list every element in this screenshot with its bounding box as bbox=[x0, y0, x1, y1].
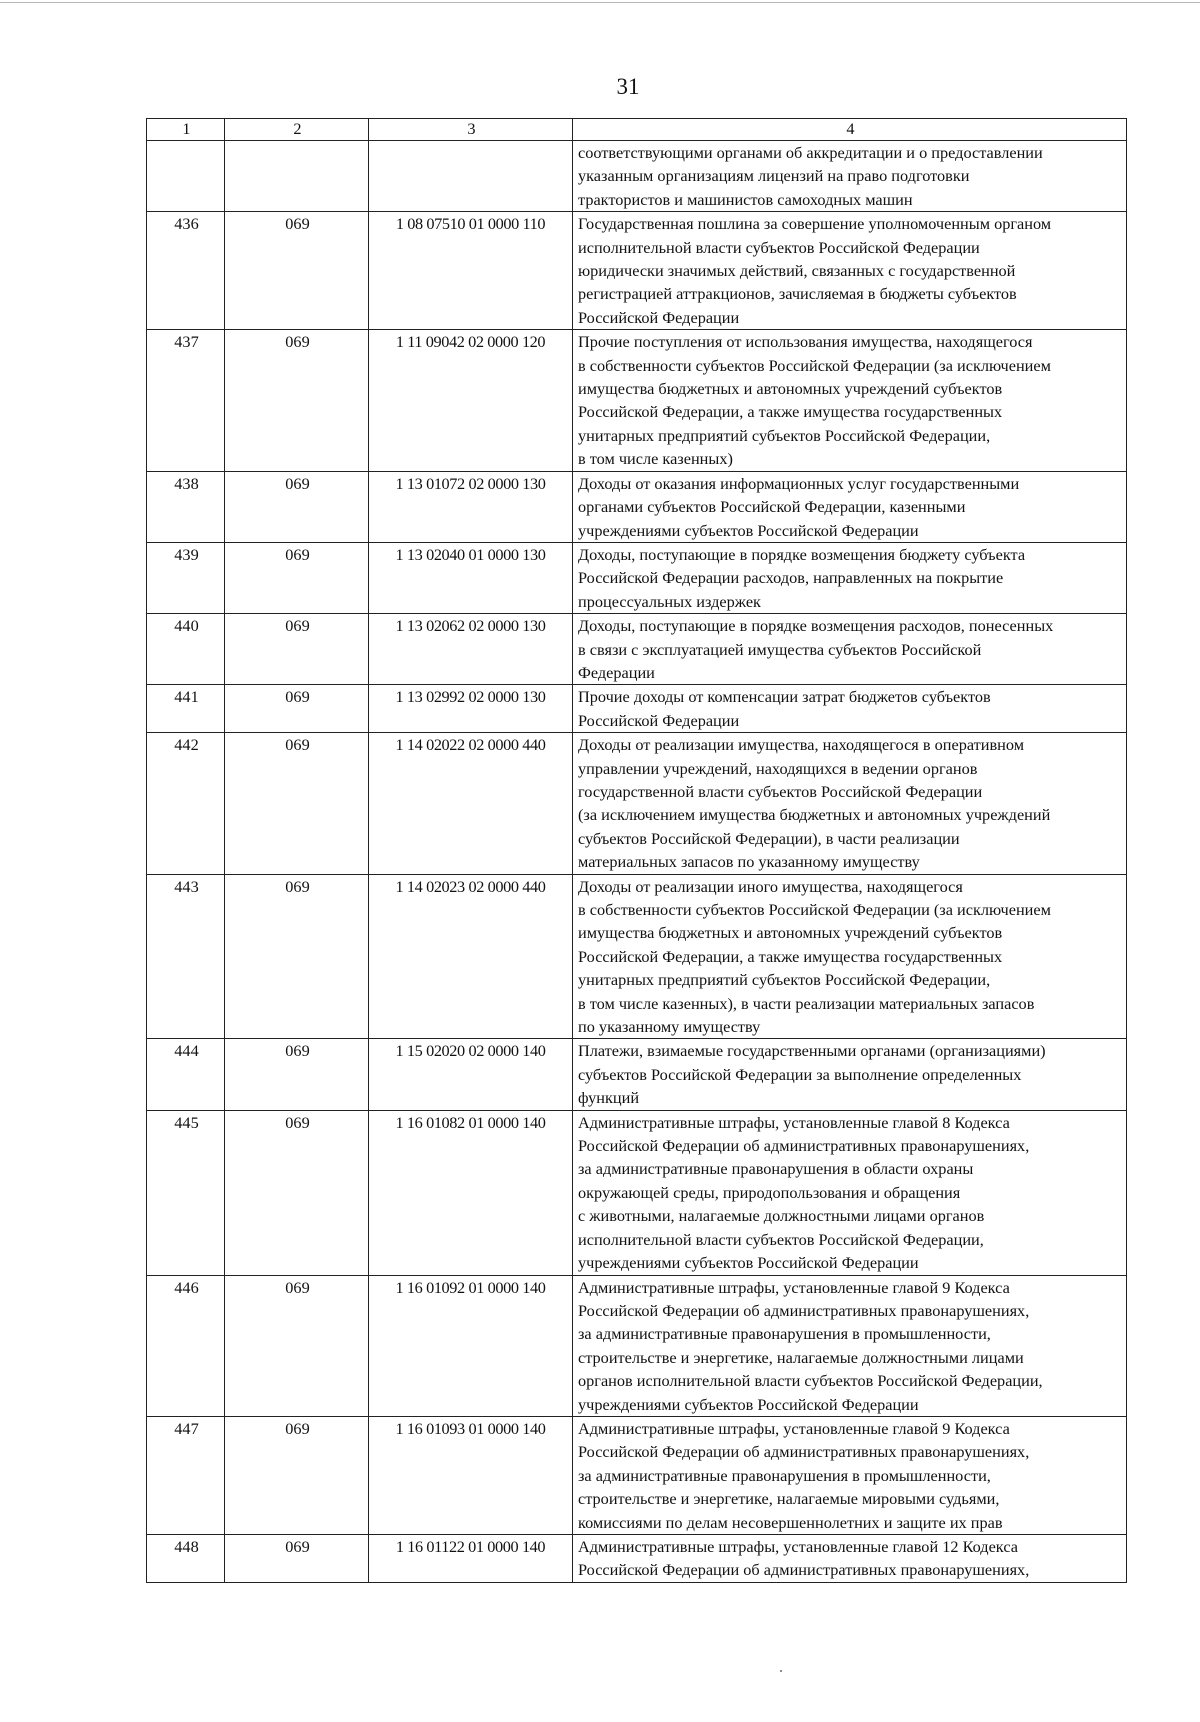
table-row bbox=[147, 471, 1127, 542]
revenue-description-cell: Административные штрафы, установленные главой 9 Кодекса Российской Федерации об административных правонарушениях, за административные правонарушения в промышленности, строительстве и энергетике, налагаемые мировыми судьями, комиссиями по делам несовершеннолетних и защите их прав bbox=[573, 1416, 1127, 1534]
column-header-2: 2 bbox=[225, 119, 369, 141]
table-row bbox=[147, 1275, 1127, 1416]
top-scan-rule bbox=[0, 2, 1200, 3]
row-number-cell: 443 bbox=[147, 874, 225, 1039]
row-number-cell: 442 bbox=[147, 733, 225, 874]
budget-classification-code-cell bbox=[369, 141, 573, 212]
administrator-code-cell: 069 bbox=[225, 614, 369, 685]
revenue-description-cell: Доходы от реализации имущества, находящегося в оперативном управлении учреждений, находящихся в ведении органов государственной власти субъектов Российской Федерации (за исключением имущества бюджетных и автономных учреждений субъектов Российской Федерации), в части реализации материальных запасов по указанному имуществу bbox=[573, 733, 1127, 874]
row-number-cell bbox=[147, 141, 225, 212]
budget-revenue-table bbox=[146, 118, 1127, 1583]
revenue-description-cell: Административные штрафы, установленные главой 8 Кодекса Российской Федерации об административных правонарушениях, за административные правонарушения в области охраны окружающей среды, природопользования и обращения с животными, налагаемые должностными лицами органов исполнительной власти субъектов Российской Федерации, учреждениями субъектов Российской Федерации bbox=[573, 1110, 1127, 1275]
administrator-code-cell: 069 bbox=[225, 733, 369, 874]
revenue-description-cell: Прочие поступления от использования имущества, находящегося в собственности субъектов Российской Федерации (за исключением имущества бюджетных и автономных учреждений субъектов Российской Федерации, а также имущества государственных унитарных предприятий субъектов Российской Федерации, в том числе казенных) bbox=[573, 330, 1127, 471]
column-header-4: 4 bbox=[573, 119, 1127, 141]
administrator-code-cell: 069 bbox=[225, 685, 369, 733]
row-number-cell: 439 bbox=[147, 542, 225, 613]
table-body bbox=[147, 141, 1127, 1583]
revenue-description-cell: Государственная пошлина за совершение уполномоченным органом исполнительной власти субъектов Российской Федерации юридически значимых действий, связанных с государственной регистрацией аттракционов, зачисляемая в бюджеты субъектов Российской Федерации bbox=[573, 212, 1127, 330]
row-number-cell: 446 bbox=[147, 1275, 225, 1416]
administrator-code-cell bbox=[225, 141, 369, 212]
budget-classification-code-cell: 1 13 02040 01 0000 130 bbox=[369, 542, 573, 613]
table-row bbox=[147, 733, 1127, 874]
revenue-description-cell: Прочие доходы от компенсации затрат бюджетов субъектов Российской Федерации bbox=[573, 685, 1127, 733]
scan-speck bbox=[780, 1670, 782, 1672]
revenue-description-cell: Доходы, поступающие в порядке возмещения расходов, понесенных в связи с эксплуатацией имущества субъектов Российской Федерации bbox=[573, 614, 1127, 685]
row-number-cell: 448 bbox=[147, 1534, 225, 1582]
revenue-description-cell: Доходы, поступающие в порядке возмещения бюджету субъекта Российской Федерации расходов, направленных на покрытие процессуальных издержек bbox=[573, 542, 1127, 613]
table-row bbox=[147, 1534, 1127, 1582]
row-number-cell: 444 bbox=[147, 1039, 225, 1110]
administrator-code-cell: 069 bbox=[225, 212, 369, 330]
table-row bbox=[147, 874, 1127, 1039]
table-row bbox=[147, 542, 1127, 613]
revenue-description-cell: Доходы от реализации иного имущества, находящегося в собственности субъектов Российской Федерации (за исключением имущества бюджетных и автономных учреждений субъектов Российской Федерации, а также имущества государственных унитарных предприятий субъектов Российской Федерации, в том числе казенных), в части реализации материальных запасов по указанному имуществу bbox=[573, 874, 1127, 1039]
row-number-cell: 436 bbox=[147, 212, 225, 330]
row-number-cell: 440 bbox=[147, 614, 225, 685]
administrator-code-cell: 069 bbox=[225, 1039, 369, 1110]
row-number-cell: 437 bbox=[147, 330, 225, 471]
budget-classification-code-cell: 1 16 01122 01 0000 140 bbox=[369, 1534, 573, 1582]
administrator-code-cell: 069 bbox=[225, 1110, 369, 1275]
revenue-description-cell: соответствующими органами об аккредитации и о предоставлении указанным организациям лицензий на право подготовки трактористов и машинистов самоходных машин bbox=[573, 141, 1127, 212]
header-row bbox=[147, 119, 1127, 141]
revenue-description-cell: Доходы от оказания информационных услуг государственными органами субъектов Российской Федерации, казенными учреждениями субъектов Российской Федерации bbox=[573, 471, 1127, 542]
table-row bbox=[147, 141, 1127, 212]
revenue-description-cell: Платежи, взимаемые государственными органами (организациями) субъектов Российской Федерации за выполнение определенных функций bbox=[573, 1039, 1127, 1110]
table-row bbox=[147, 1039, 1127, 1110]
administrator-code-cell: 069 bbox=[225, 1534, 369, 1582]
administrator-code-cell: 069 bbox=[225, 330, 369, 471]
budget-classification-code-cell: 1 08 07510 01 0000 110 bbox=[369, 212, 573, 330]
budget-classification-code-cell: 1 13 02062 02 0000 130 bbox=[369, 614, 573, 685]
revenue-description-cell: Административные штрафы, установленные главой 9 Кодекса Российской Федерации об административных правонарушениях, за административные правонарушения в промышленности, строительстве и энергетике, налагаемые должностными лицами органов исполнительной власти субъектов Российской Федерации, учреждениями субъектов Российской Федерации bbox=[573, 1275, 1127, 1416]
administrator-code-cell: 069 bbox=[225, 1416, 369, 1534]
revenue-description-cell: Административные штрафы, установленные главой 12 Кодекса Российской Федерации об административных правонарушениях, bbox=[573, 1534, 1127, 1582]
administrator-code-cell: 069 bbox=[225, 542, 369, 613]
table-row bbox=[147, 685, 1127, 733]
budget-classification-code-cell: 1 11 09042 02 0000 120 bbox=[369, 330, 573, 471]
administrator-code-cell: 069 bbox=[225, 874, 369, 1039]
column-header-1: 1 bbox=[147, 119, 225, 141]
budget-classification-code-cell: 1 16 01093 01 0000 140 bbox=[369, 1416, 573, 1534]
row-number-cell: 447 bbox=[147, 1416, 225, 1534]
budget-classification-code-cell: 1 16 01092 01 0000 140 bbox=[369, 1275, 573, 1416]
table-row bbox=[147, 330, 1127, 471]
budget-classification-code-cell: 1 16 01082 01 0000 140 bbox=[369, 1110, 573, 1275]
budget-classification-code-cell: 1 15 02020 02 0000 140 bbox=[369, 1039, 573, 1110]
page-number: 31 bbox=[616, 74, 640, 99]
budget-classification-code-cell: 1 13 02992 02 0000 130 bbox=[369, 685, 573, 733]
row-number-cell: 441 bbox=[147, 685, 225, 733]
budget-classification-code-cell: 1 13 01072 02 0000 130 bbox=[369, 471, 573, 542]
budget-classification-code-cell: 1 14 02023 02 0000 440 bbox=[369, 874, 573, 1039]
table-row bbox=[147, 614, 1127, 685]
row-number-cell: 438 bbox=[147, 471, 225, 542]
administrator-code-cell: 069 bbox=[225, 1275, 369, 1416]
row-number-cell: 445 bbox=[147, 1110, 225, 1275]
column-header-3: 3 bbox=[369, 119, 573, 141]
budget-classification-code-cell: 1 14 02022 02 0000 440 bbox=[369, 733, 573, 874]
table-row bbox=[147, 1416, 1127, 1534]
table-row bbox=[147, 212, 1127, 330]
table-header bbox=[147, 119, 1127, 141]
administrator-code-cell: 069 bbox=[225, 471, 369, 542]
table-row bbox=[147, 1110, 1127, 1275]
